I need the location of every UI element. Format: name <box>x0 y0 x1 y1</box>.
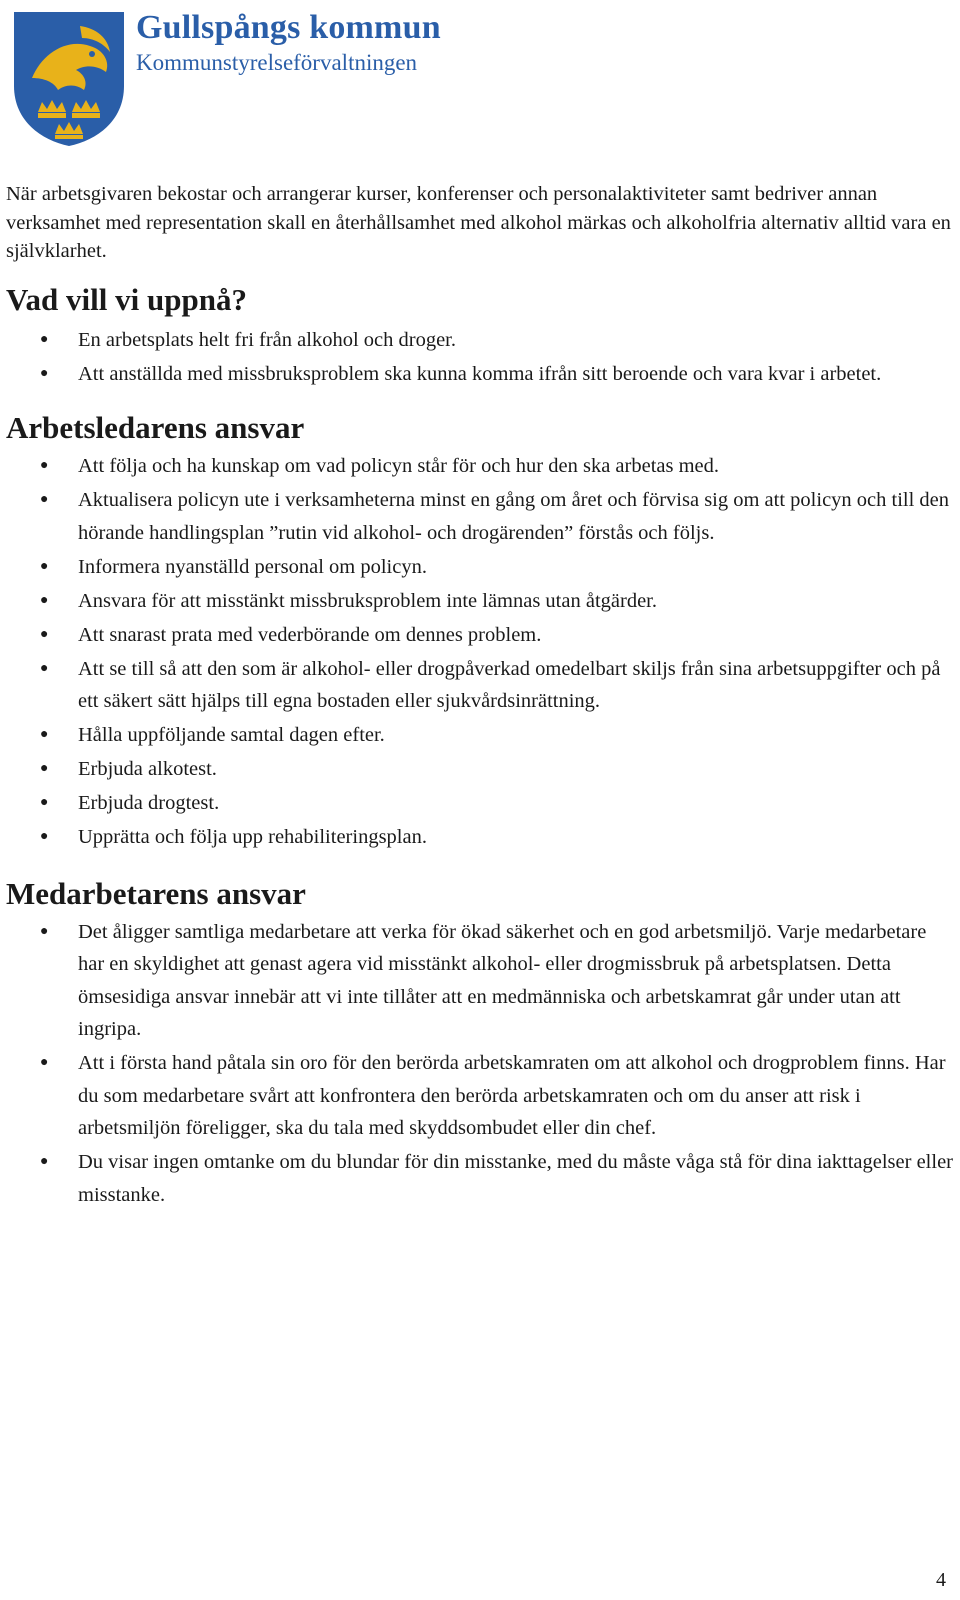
list-item: ● Att snarast prata med vederbörande om dennes problem. <box>6 619 954 652</box>
bullet-icon: ● <box>40 1055 49 1070</box>
intro-paragraph: När arbetsgivaren bekostar och arrangerar kurser, konferenser och personalaktiviteter samt bedriver annan verksamhet med representation skall en återhållsamhet med alkohol märkas och alkoholfria alternativ alltid vara en självklarhet. <box>6 183 951 262</box>
goals-list <box>6 324 954 391</box>
bullet-icon: ● <box>40 923 49 939</box>
bullet-icon: ● <box>40 660 49 676</box>
list-item: ● Att se till så att den som är alkohol- eller drogpåverkad omedelbart skiljs från sina arbetsuppgifter och på ett säkert sätt hjälps till egna bostaden eller sjukvårdsinrättning. <box>6 653 954 718</box>
manager-heading: Arbetsledarens ansvar <box>6 410 305 445</box>
bullet-icon: ● <box>40 365 49 381</box>
bullet-icon: ● <box>40 626 49 642</box>
bullet-icon: ● <box>40 331 49 347</box>
employee-heading: Medarbetarens ansvar <box>6 875 306 911</box>
department-name: Kommunstyrelseförvaltningen <box>136 50 418 75</box>
list-item: ● Erbjuda alkotest. <box>6 753 954 786</box>
list-item: ● Att följa och ha kunskap om vad policyn står för och hur den ska arbetas med. <box>6 450 954 483</box>
bullet-icon: ● <box>40 795 49 810</box>
list-item: ● Erbjuda drogtest. <box>6 787 954 820</box>
list-item: ● Det åligger samtliga medarbetare att verka för ökad säkerhet och en god arbetsmiljö. Varje medarbetare har en skyldighet att genast agera vid misstänkt alkohol- eller drogmissbruk på arbetsplatsen. Detta ömsesidiga ansvar innebär att vi inte tillåter att en medmänniska och arbetskamrat går under utan att ingripa. <box>6 916 954 1046</box>
list-item: ● Att anställda med missbruksproblem ska kunna komma ifrån sitt beroende och vara kvar i arbetet. <box>6 358 954 391</box>
bullet-icon: ● <box>40 1154 49 1169</box>
list-item: ● Aktualisera policyn ute i verksamheterna minst en gång om året och förvisa sig om att policyn och till den hörande handlingsplan ”rutin vid alkohol- och drogärenden” förstås och följs. <box>6 484 954 549</box>
list-item: ● Informera nyanställd personal om policyn. <box>6 551 954 584</box>
bullet-icon: ● <box>40 492 49 507</box>
municipal-crest-icon <box>10 8 128 148</box>
bullet-icon: ● <box>40 558 49 574</box>
bullet-icon: ● <box>40 727 49 742</box>
manager-list <box>6 450 954 854</box>
page-header <box>10 8 950 148</box>
organization-block <box>136 8 441 78</box>
bullet-icon: ● <box>40 592 49 608</box>
list-item: ● Att i första hand påtala sin oro för den berörda arbetskamraten om att alkohol och drogproblem finns. Har du som medarbetare svårt att konfrontera den berörda arbetskamraten och om du anser att risk i arbetsmiljön föreligger, ska du tala med skyddsombudet eller din chef. <box>6 1047 954 1145</box>
list-item: ● Ansvara för att misstänkt missbruksproblem inte lämnas utan åtgärder. <box>6 585 954 618</box>
list-item: ● Upprätta och följa upp rehabiliteringsplan. <box>6 821 954 854</box>
list-item: ● Du visar ingen omtanke om du blundar för din misstanke, med du måste våga stå för dina iakttagelser eller misstanke. <box>6 1146 954 1211</box>
bullet-icon: ● <box>40 829 49 844</box>
employee-list <box>6 916 954 1212</box>
list-item: ● En arbetsplats helt fri från alkohol och droger. <box>6 324 954 357</box>
page-number: 4 <box>936 1569 946 1591</box>
bullet-icon: ● <box>40 761 49 776</box>
bullet-icon: ● <box>40 458 49 473</box>
organization-name: Gullspångs kommun <box>136 9 441 46</box>
goals-heading: Vad vill vi uppnå? <box>6 281 247 317</box>
document-body <box>6 180 954 1213</box>
list-item: ● Hålla uppföljande samtal dagen efter. <box>6 719 954 752</box>
